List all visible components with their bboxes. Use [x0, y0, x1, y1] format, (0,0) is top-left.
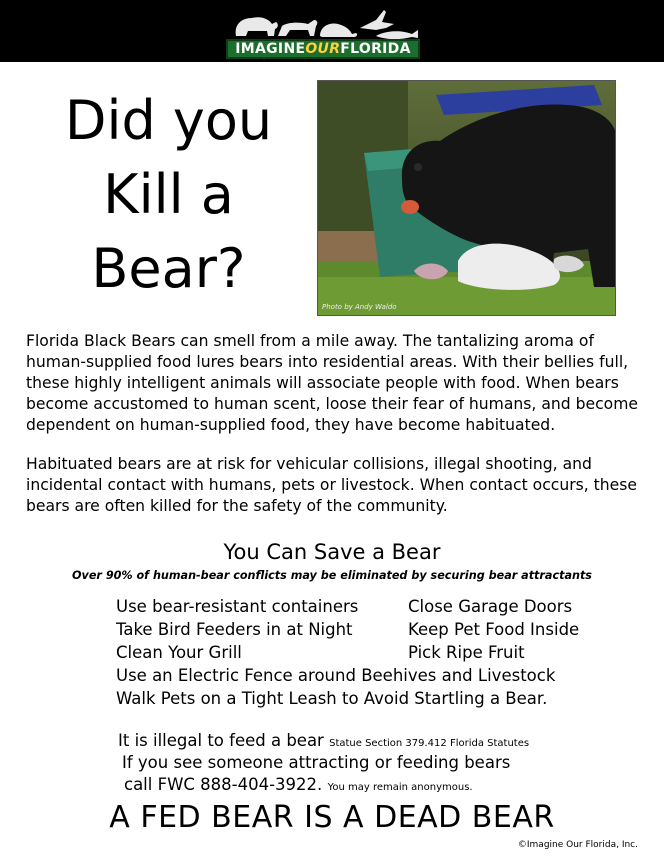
title-line: Bear?: [91, 237, 246, 300]
risk-paragraph: Habituated bears are at risk for vehicular collisions, illegal shooting, and incidental contact with humans, pets or livestock. When contact occurs, these bears are often killed for the safety of the community.: [26, 455, 637, 515]
photo-credit: Photo by Andy Waldo: [322, 303, 397, 311]
tip-item: Pick Ripe Fruit: [408, 643, 525, 662]
logo: [226, 6, 420, 60]
slogan: A FED BEAR IS A DEAD BEAR: [109, 800, 555, 835]
bear-at-trash-can-image: [318, 81, 616, 316]
phone-text: call FWC 888-404-3922.: [124, 775, 323, 794]
save-subheading: Over 90% of human-bear conflicts may be eliminated by securing bear attractants: [72, 569, 592, 582]
save-heading: You Can Save a Bear: [223, 540, 441, 564]
page-title: [26, 84, 311, 306]
tip-item: Take Bird Feeders in at Night: [116, 620, 353, 639]
wildlife-silhouettes-icon: [226, 6, 420, 40]
tip-item: Close Garage Doors: [408, 597, 573, 616]
title-line: Kill a: [103, 163, 234, 226]
bear-photo: [317, 80, 616, 316]
title-line: Did you: [64, 89, 273, 152]
legal-line: [124, 775, 473, 794]
legal-line: If you see someone attracting or feeding bears: [122, 753, 511, 772]
tip-item: Use an Electric Fence around Beehives and Livestock: [116, 666, 556, 685]
anonymous-note: You may remain anonymous.: [327, 782, 473, 793]
legal-line: [118, 731, 529, 750]
intro-paragraph: Florida Black Bears can smell from a mile away. The tantalizing aroma of human-supplied food lures bears into residential areas. With their bellies full, these highly intelligent animals will associate people with food. When bears become accustomed to human scent, loose their fear of humans, and become dependent on human-supplied food, they have become habituated.: [26, 332, 639, 434]
tip-item: Keep Pet Food Inside: [408, 620, 580, 639]
statute-citation: Statue Section 379.412 Florida Statutes: [329, 738, 530, 749]
tip-item: Clean Your Grill: [116, 643, 242, 662]
tip-item: Use bear-resistant containers: [116, 597, 359, 616]
tip-item: Walk Pets on a Tight Leash to Avoid Startling a Bear.: [116, 689, 548, 708]
header-bar: [0, 0, 664, 62]
legal-text: It is illegal to feed a bear: [118, 731, 324, 750]
logo-wordmark: IMAGINEOURFLORIDA: [226, 39, 420, 59]
copyright: ©Imagine Our Florida, Inc.: [517, 840, 638, 850]
